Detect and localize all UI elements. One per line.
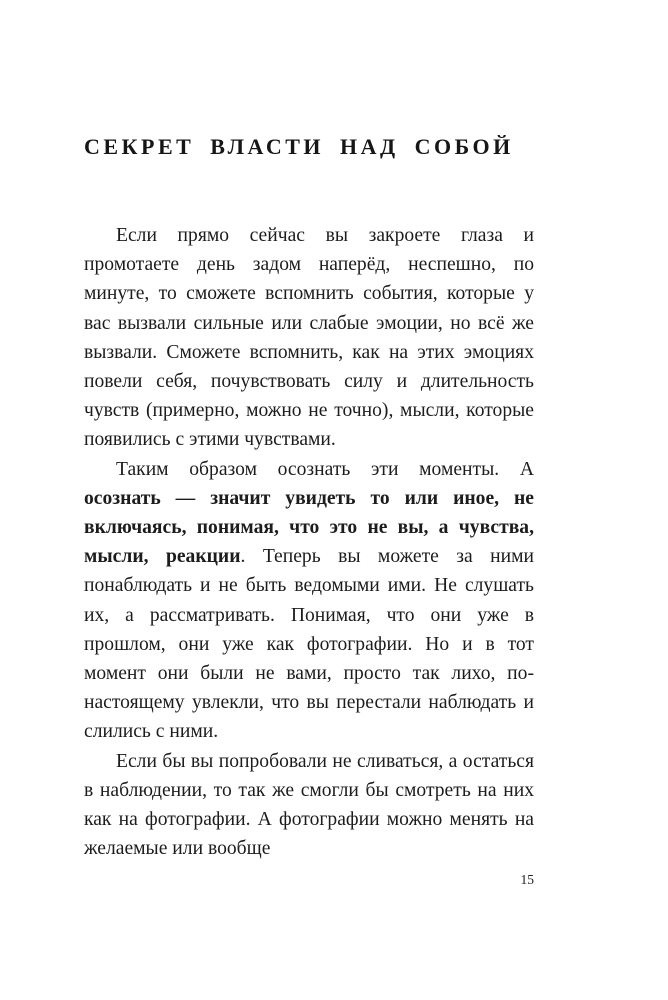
- paragraph-1-text: Если прямо сейчас вы закроете глаза и промотаете день задом наперёд, неспешно, по минуте, то сможете вспомнить события, которые у вас вызвали сильные или слабые эмоции, но всё же вызвали. Сможете вспомнить, как на этих эмоциях повели себя, почувствовать силу и длительность чувств (примерно, можно не точно), мысли, которые появились с этими чувствами.: [84, 225, 534, 451]
- paragraph-3-text: Если бы вы попробовали не сливаться, а остаться в наблюдении, то так же смогли бы смотреть на них как на фотографии. А фотографии можно менять на желаемые или вообще: [84, 750, 534, 860]
- paragraph-2-text-lead: Таким образом осознать эти моменты. А: [116, 458, 534, 480]
- paragraph-2-text-bold: осознать — значит увидеть то или иное, не включаясь, понимая, что это не вы, а чувства, мысли, реакции: [84, 487, 534, 568]
- paragraph-3: [84, 747, 534, 864]
- paragraph-2-text-tail: . Теперь вы можете за ними понаблюдать и не быть ведомыми ими. Не слушать их, а рассматривать. Понимая, что они уже в прошлом, они уже как фотографии. Но и в тот момент они были не вами, просто так лихо, по-настоящему увлекли, что вы перестали наблюдать и слились с ними.: [84, 546, 534, 743]
- chapter-title: СЕКРЕТ ВЛАСТИ НАД СОБОЙ: [84, 134, 514, 159]
- page-number: 15: [520, 872, 534, 887]
- paragraph-2: [84, 455, 534, 747]
- body-text: [84, 221, 534, 863]
- paragraph-1: [84, 221, 534, 455]
